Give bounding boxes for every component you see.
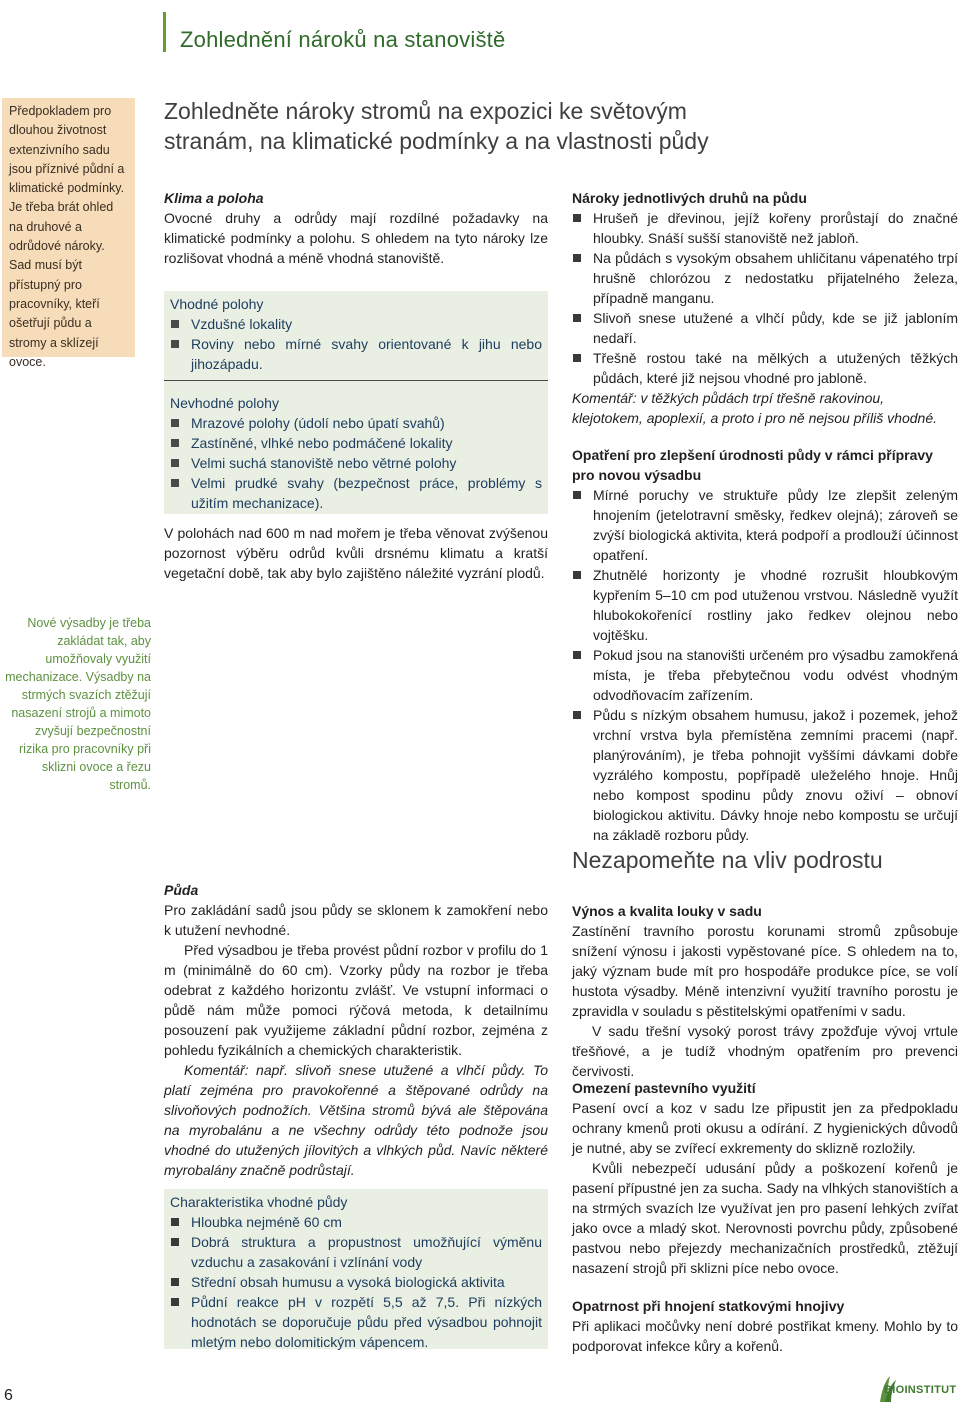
altitude-paragraph: V polohách nad 600 m nad mořem je třeba věnovat zvýšenou pozornost výběru odrůd kvůli drsnému klimatu a kratší vegetační době, tak aby bylo zajištěno náležité vyzrání plodů. xyxy=(164,525,548,581)
list-item: Vzdušné lokality xyxy=(170,314,542,334)
nevhodne-title: Nevhodné polohy xyxy=(170,395,279,411)
nevhodne-list xyxy=(170,413,542,513)
hnojeni-section xyxy=(572,1296,958,1356)
naroky-section xyxy=(572,188,958,428)
opatreni-title: Opatření pro zlepšení úrodnosti půdy v rámci přípravy pro novou výsadbu xyxy=(572,447,933,483)
list-item: Střední obsah humusu a vysoká biologická aktivita xyxy=(170,1272,542,1292)
page-title: Zohlednění nároků na stanoviště xyxy=(180,27,506,52)
logo-text: BIOINSTITUT xyxy=(884,1384,957,1396)
list-item: Půdu s nízkým obsahem humusu, jakož i pozemek, jehož vrchní vrstva byla přemístěna zemními pracemi (např. planýrováním), je třeba pohnojit vyššími dávkami dobře vyzrálého kompostu, popřípadě uleželého hnoje. Hnůj nebo kompost spodinu půdy znovu oživí – obnoví biologickou aktivitu. Dávky hnoje nebo kompostu se určují na základě rozboru půdy. xyxy=(572,705,958,845)
list-item: Na půdách s vysokým obsahem uhličitanu vápenatého trpí hrušně chlorózou z nedostatku přijatelného železa, případně manganu. xyxy=(572,248,958,308)
puda-comment: Komentář: např. slivoň snese utužené a vlhčí půdy. To platí zejména pro pravokořenné a štěpované odrůdy na slivoňových podnožích. Většina stromů bývá ale štěpována na myrobalánu a ne všechny odrůdy této podnože jsou vhodné do utužených jílovitých a vlhkých půd. Navíc některé myrobalány značně podrůstají. xyxy=(164,1062,548,1178)
list-item: Hloubka nejméně 60 cm xyxy=(170,1212,542,1232)
vynos-title: Výnos a kvalita louky v sadu xyxy=(572,903,762,919)
vynos-paragraph-1: Zastínění travního porostu korunami stromů způsobuje snížení výnosu i jakosti vypěstované píce. S ohledem na to, jaký význam bude mít pro hospodáře produkce píce, se volí hustota výsadby. Méně intenzivní využití travního porostu je zpravidla v souladu s pěstitelskými opatřeními v sadu. xyxy=(572,923,958,1019)
list-item: Zastíněné, vlhké nebo podmáčené lokality xyxy=(170,433,542,453)
list-item: Hrušeň je dřevinou, jejíž kořeny prorůstají do značné hloubky. Snáší sušší stanoviště než jabloň. xyxy=(572,208,958,248)
hnojeni-paragraph: Při aplikaci močůvky není dobré postřikat kmeny. Mohlo by to podporovat infekce kůry a kořenů. xyxy=(572,1318,958,1354)
charakteristika-box xyxy=(164,1189,548,1349)
podrost-heading: Nezapomeňte na vliv podrostu xyxy=(572,847,883,873)
header-accent-bar xyxy=(163,12,166,52)
naroky-comment: Komentář: v těžkých půdách trpí třešně rakovinou, klejotokem, apoplexií, a proto i pro ně nejsou příliš vhodné. xyxy=(572,390,937,426)
charakteristika-list xyxy=(170,1212,542,1352)
klima-text: Ovocné druhy a odrůdy mají rozdílné požadavky na klimatické podmínky a polohu. S ohledem na tyto nároky lze rozlišovat vhodná a méně vhodná stanoviště. xyxy=(164,210,548,266)
main-heading: Zohledněte nároky stromů na expozici ke světovým stranám, na klimatické podmínky a na vlastnosti půdy xyxy=(164,98,709,154)
list-item: Půdní reakce pH v rozpětí 5,5 až 7,5. Při nízkých hodnotách se doporučuje půdu před výsadbou pohnojit mletým nebo dolomitickým vápencem. xyxy=(170,1292,542,1352)
pastva-paragraph-1: Pasení ovcí a koz v sadu lze připustit jen za předpokladu ochrany kmenů proti okusu a odírání. Z hygienických důvodů je nutné, aby se zvířecí exkrementy do sklizně rozložily. xyxy=(572,1100,958,1156)
list-item: Dobrá struktura a propustnost umožňující výměnu vzduchu a zasakování i vzlínání vody xyxy=(170,1232,542,1272)
pastva-paragraph-2: Kvůli nebezpečí udusání půdy a poškození kořenů je pasení přípustné jen za sucha. Sady na vlhkých stanovištích a na strmých svazích lze využívat jen pro pasení lehkých zvířat jako ovce a mladý skot. Nerovnosti povrchu půdy, způsobené pastvou nebo přejezdy mechanizačních prostředků, ztěžují nasazení strojů při sklizni píce nebo ovoce. xyxy=(572,1160,959,1276)
list-item: Mrazové polohy (údolí nebo úpatí svahů) xyxy=(170,413,542,433)
opatreni-section xyxy=(572,445,958,845)
sidebar-info-text: Předpokladem pro dlouhou životnost extenzivního sadu jsou příznivé půdní a klimatické podmínky. Je třeba brát ohled na druhové a odrůdové nároky. Sad musí být přístupný pro pracovníky, kteří ošetřují půdu a stromy a sklízejí ovoce. xyxy=(9,104,125,369)
naroky-title: Nároky jednotlivých druhů na půdu xyxy=(572,190,807,206)
list-item: Velmi prudké svahy (bezpečnost práce, problémy s užitím mechanizace). xyxy=(170,473,542,513)
list-item: Třešně rostou také na mělkých a utužených těžkých půdách, které již nejsou vhodné pro jabloně. xyxy=(572,348,958,388)
list-item: Roviny nebo mírné svahy orientované k jihu nebo jihozápadu. xyxy=(170,334,542,374)
list-item: Mírné poruchy ve struktuře půdy lze zlepšit zeleným hnojením (jetelotravní směsky, ředkev olejná); zároveň se zvýší biologická aktivita, která podpoří a prodlouží účinnost opatření. xyxy=(572,485,958,565)
puda-paragraph-2: Před výsadbou je třeba provést půdní rozbor v profilu do 1 m (minimálně do 60 cm). Vzorky půdy na rozbor je třeba odebrat z každého horizontu zvlášť. Ve vstupní informaci o půdě nám může pomoci rýčová metoda, k detailnímu posouzení pak využijeme základní půdní rozbor, zejména z pohledu fyzikálních a chemických charakteristik. xyxy=(164,942,548,1058)
sidebar-info-box xyxy=(2,98,135,369)
vhodne-title: Vhodné polohy xyxy=(170,296,264,312)
list-item: Pokud jsou na stanovišti určeném pro výsadbu zamokřená místa, je třeba přebytečnou vodu odvést vhodným odvodňovacím zařízením. xyxy=(572,645,958,705)
puda-title: Půda xyxy=(164,882,199,898)
pastva-section xyxy=(572,1078,958,1278)
pastva-title: Omezení pastevního využití xyxy=(572,1080,756,1096)
vhodne-polohy-box xyxy=(164,291,548,380)
nevhodne-polohy-box xyxy=(164,380,548,514)
naroky-list xyxy=(572,208,958,388)
vynos-section xyxy=(572,901,958,1081)
sidebar-note: Nové výsadby je třeba zakládat tak, aby umožňovaly využití mechanizace. Výsadby na strmých svazích ztěžují nasazení strojů a mimoto zvyšují bezpečnostní rizika pro pracovníky při sklizni ovoce a řezu stromů. xyxy=(5,616,151,792)
charakteristika-title: Charakteristika vhodné půdy xyxy=(170,1194,348,1210)
puda-section xyxy=(164,880,548,1180)
list-item: Zhutnělé horizonty je vhodné rozrušit hloubkovým kypřením 5–10 cm pod utuženou vrstvou. Následně využít hlubokokořenící rostliny jako ředkev olejnou nebo vojtěšku. xyxy=(572,565,958,645)
klima-section xyxy=(164,188,548,268)
opatreni-list xyxy=(572,485,958,845)
hnojeni-title: Opatrnost při hnojení statkovými hnojivy xyxy=(572,1298,845,1314)
list-item: Velmi suchá stanoviště nebo větrné polohy xyxy=(170,453,542,473)
list-item: Slivoň snese utužené a vlhčí půdy, kde se již jabloním nedaří. xyxy=(572,308,958,348)
klima-title: Klima a poloha xyxy=(164,190,264,206)
vynos-paragraph-2: V sadu třešní vysoký porost trávy zpožďuje vývoj vrtule třešňové, a je tudíž vhodným opatřením pro prevenci červivosti. xyxy=(572,1023,958,1079)
vhodne-list xyxy=(170,314,542,374)
puda-paragraph-1: Pro zakládání sadů jsou půdy se sklonem k zamokření nebo k utužení nevhodné. xyxy=(164,902,548,938)
page-number: 6 xyxy=(4,1387,13,1404)
